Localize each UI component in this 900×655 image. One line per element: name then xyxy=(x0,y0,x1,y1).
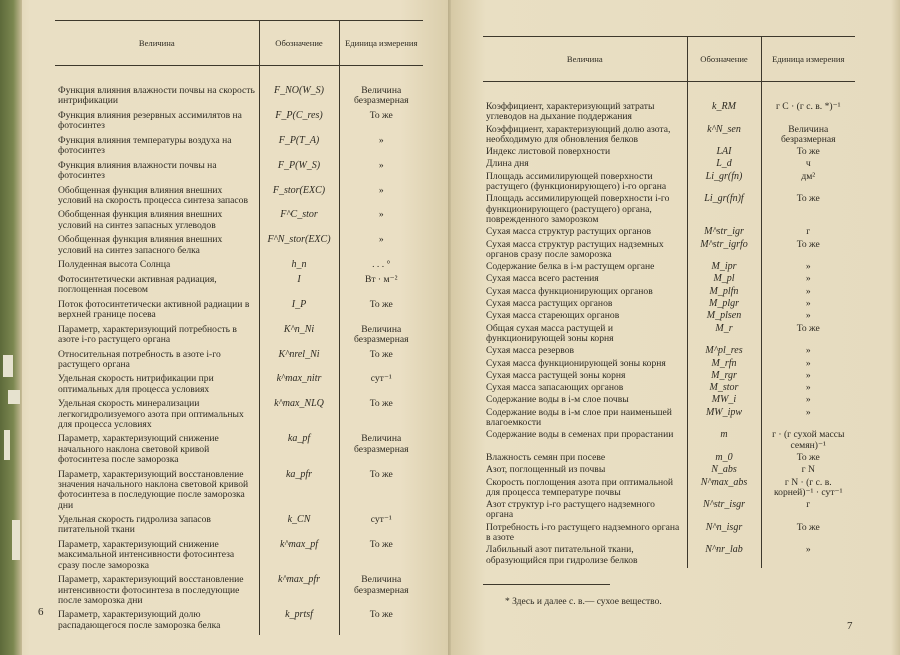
footnote: * Здесь и далее с. в.— сухое вещество. xyxy=(505,597,662,607)
quantity-cell: Функция влияния температуры воздуха на фотосинтез xyxy=(58,134,232,157)
unit-cell: То же xyxy=(339,350,423,375)
unit-cell: То же xyxy=(761,523,855,546)
unit-cell: сут⁻¹ xyxy=(339,515,423,540)
symbol-cell: m_0 xyxy=(687,453,761,465)
quantity-cell: Потребность i-го растущего надземного органа в азоте xyxy=(486,521,680,543)
symbol-cell: h_n xyxy=(259,260,339,275)
table-row xyxy=(55,66,423,111)
quantity-cell: Содержание воды в i-м слое при наименьшей влагоемкости xyxy=(486,406,672,429)
quantity-cell: Содержание белка в i-м растущем органе xyxy=(486,261,655,273)
symbol-cell: K^n_Ni xyxy=(259,325,339,350)
table-row xyxy=(55,260,423,275)
symbol-cell: k_prtsf xyxy=(259,610,339,635)
table-row xyxy=(483,194,855,227)
table-row xyxy=(55,470,423,515)
symbol-cell: M_plsen xyxy=(687,311,761,323)
unit-cell: » xyxy=(761,371,855,383)
page-number-left: 6 xyxy=(38,606,44,618)
symbol-cell: I xyxy=(259,275,339,300)
quantity-cell: Параметр, характеризующий снижение начального наклона световой кривой фотосинтеза после заморозка xyxy=(58,433,219,466)
quantity-cell: Сухая масса растущей зоны корня xyxy=(486,369,626,381)
quantity-cell: Сухая масса структур растущих органов xyxy=(486,226,652,238)
quantity-cell: Скорость поглощения азота при оптимальной для процесса температуре почвы xyxy=(486,476,674,498)
symbol-cell: M_stor xyxy=(687,383,761,395)
table-row xyxy=(55,540,423,575)
unit-cell: » xyxy=(761,262,855,274)
unit-cell: г С · (г с. в. *)⁻¹ xyxy=(761,82,855,125)
symbol-cell: N^str_isgr xyxy=(687,500,761,523)
unit-cell: То же xyxy=(339,399,423,434)
unit-cell: » xyxy=(761,274,855,286)
cover-edge xyxy=(0,0,22,655)
unit-cell: г xyxy=(761,500,855,523)
unit-cell: дм² xyxy=(761,172,855,195)
unit-cell: ч xyxy=(761,159,855,171)
symbol-cell: N_abs xyxy=(687,465,761,477)
unit-cell: Величина безразмерная xyxy=(339,66,423,111)
symbol-cell: M_rgr xyxy=(687,371,761,383)
symbol-cell: M^str_igr xyxy=(687,227,761,239)
symbol-cell: k^max_pfr xyxy=(259,575,339,610)
symbol-cell: L_d xyxy=(687,159,761,171)
unit-cell: » xyxy=(761,395,855,407)
unit-cell: То же xyxy=(339,300,423,325)
table-row xyxy=(483,82,855,125)
quantity-cell: Параметр, характеризующий снижение максимальной интенсивности фотосинтеза сразу после заморозка xyxy=(58,539,235,571)
table-row xyxy=(483,324,855,347)
right-table xyxy=(483,36,855,568)
table-row xyxy=(55,515,423,540)
quantity-cell: Содержание воды в семенах при прорастании xyxy=(486,429,674,441)
unit-cell: Величина безразмерная xyxy=(339,434,423,469)
quantity-cell: Длина дня xyxy=(486,158,529,170)
quantity-cell: Сухая масса всего растения xyxy=(486,273,599,285)
symbol-cell: ka_pf xyxy=(259,434,339,469)
quantity-cell: Влажность семян при посеве xyxy=(486,451,606,463)
quantity-cell: Параметр, характеризующий потребность в азоте i-го растущего органа xyxy=(58,323,237,345)
unit-cell: » xyxy=(761,287,855,299)
symbol-cell: N^n_isgr xyxy=(687,523,761,546)
symbol-cell: F_P(W_S) xyxy=(259,161,339,186)
unit-cell: » xyxy=(761,299,855,311)
quantity-cell: Удельная скорость гидролиза запасов питательной ткани xyxy=(58,514,211,536)
symbol-cell: k^max_nitr xyxy=(259,374,339,399)
quantity-cell: Общая сухая масса растущей и функционирующей зоны корня xyxy=(486,322,614,344)
symbol-cell: Li_gr(fn) xyxy=(687,172,761,195)
symbol-cell: m xyxy=(687,430,761,453)
table-row xyxy=(55,136,423,161)
table-row xyxy=(483,545,855,568)
table-row xyxy=(55,111,423,136)
unit-cell: г N · (г с. в. корней)⁻¹ · сут⁻¹ xyxy=(761,478,855,501)
table-row xyxy=(55,275,423,300)
symbol-cell: Li_gr(fn)f xyxy=(687,194,761,227)
unit-cell: » xyxy=(761,311,855,323)
quantity-cell: Параметр, характеризующий долю распадающегося после заморозка белка xyxy=(58,609,221,631)
quantity-cell: Сухая масса функционирующей зоны корня xyxy=(486,357,666,369)
symbol-cell: MW_i xyxy=(687,395,761,407)
symbol-cell: F_P(C_res) xyxy=(259,111,339,136)
quantity-cell: Индекс листовой поверхности xyxy=(486,146,611,158)
table-row xyxy=(55,374,423,399)
symbol-cell: F_stor(EXC) xyxy=(259,186,339,211)
table-row xyxy=(483,274,855,286)
table-row xyxy=(483,523,855,546)
unit-cell: » xyxy=(339,235,423,260)
quantity-cell: Азот, поглощенный из почвы xyxy=(486,464,606,476)
quantity-cell: Сухая масса растущих органов xyxy=(486,298,613,310)
unit-cell: Вт · м⁻² xyxy=(339,275,423,300)
quantity-cell: Обобщенная функция влияния внешних условий на синтез запасных углеводов xyxy=(58,209,223,231)
quantity-cell: Содержание воды в i-м слое почвы xyxy=(486,394,629,406)
symbol-cell: ka_pfr xyxy=(259,470,339,515)
table-row xyxy=(55,434,423,469)
symbol-cell: LAI xyxy=(687,147,761,159)
table-row xyxy=(55,610,423,635)
header-quantity: Величина xyxy=(483,37,687,82)
header-unit: Единица измерения xyxy=(761,37,855,82)
table-row xyxy=(483,172,855,195)
unit-cell: То же xyxy=(339,470,423,515)
unit-cell: » xyxy=(761,545,855,568)
quantity-cell: Сухая масса запасающих органов xyxy=(486,382,624,394)
quantity-cell: Обобщенная функция влияния внешних условий на скорость процесса синтеза запасов xyxy=(58,184,249,206)
footnote-rule xyxy=(483,584,610,585)
unit-cell: » xyxy=(339,186,423,211)
quantity-cell: Функция влияния влажности почвы на скорость интрификации xyxy=(58,85,255,107)
table-row xyxy=(55,210,423,235)
symbol-cell: k^max_pf xyxy=(259,540,339,575)
unit-cell: Величина безразмерная xyxy=(339,325,423,350)
unit-cell: То же xyxy=(761,240,855,263)
quantity-cell: Азот структур i-го растущего надземного органа xyxy=(486,499,655,521)
table-row xyxy=(55,300,423,325)
unit-cell: » xyxy=(339,136,423,161)
unit-cell: То же xyxy=(761,194,855,227)
symbol-cell: M_pl xyxy=(687,274,761,286)
quantity-cell: Сухая масса структур растущих надземных органов сразу после заморозка xyxy=(486,238,664,260)
quantity-cell: Сухая масса стареющих органов xyxy=(486,310,620,322)
quantity-cell: Площадь ассимилирующей поверхности растущего (функционирующего) i-го органа xyxy=(486,170,667,193)
table-row xyxy=(55,399,423,434)
header-unit: Единица измерения xyxy=(339,21,423,66)
unit-cell: То же xyxy=(761,147,855,159)
unit-cell: . . . ° xyxy=(339,260,423,275)
table-row xyxy=(483,125,855,148)
symbol-cell: K^nrel_Ni xyxy=(259,350,339,375)
symbol-cell: MW_ipw xyxy=(687,408,761,431)
unit-cell: Величина безразмерная xyxy=(339,575,423,610)
unit-cell: г N xyxy=(761,465,855,477)
unit-cell: » xyxy=(761,408,855,431)
quantity-cell: Удельная скорость минерализации легкогидролизуемого азота при оптимальных для процесса условиях xyxy=(58,398,244,430)
table-row xyxy=(483,408,855,431)
symbol-cell: k^N_sen xyxy=(687,125,761,148)
unit-cell: То же xyxy=(761,453,855,465)
quantity-cell: Параметр, характеризующий восстановление интенсивности фотосинтеза в последующие после заморозка дни xyxy=(58,574,244,606)
symbol-cell: F^N_stor(EXC) xyxy=(259,235,339,260)
symbol-cell: M_rfn xyxy=(687,359,761,371)
symbol-cell: k_RM xyxy=(687,82,761,125)
unit-cell: г xyxy=(761,227,855,239)
unit-cell: г · (г сухой массы семян)⁻¹ xyxy=(761,430,855,453)
unit-cell: То же xyxy=(339,610,423,635)
table-row xyxy=(55,325,423,350)
table-row xyxy=(483,478,855,501)
symbol-cell: N^max_abs xyxy=(687,478,761,501)
unit-cell: То же xyxy=(339,540,423,575)
symbol-cell: M^str_igrfo xyxy=(687,240,761,263)
table-row xyxy=(483,346,855,358)
quantity-cell: Обобщенная функция влияния внешних условий на синтез запасного белка xyxy=(58,234,223,256)
symbol-cell: M_plgr xyxy=(687,299,761,311)
quantity-cell: Фотосинтетически активная радиация, поглощенная посевом xyxy=(58,273,217,296)
quantity-cell: Относительная потребность в азоте i-го растущего органа xyxy=(58,348,221,370)
unit-cell: То же xyxy=(761,324,855,347)
symbol-cell: M_plfn xyxy=(687,287,761,299)
unit-cell: То же xyxy=(339,111,423,136)
symbol-cell: M^pl_res xyxy=(687,346,761,358)
symbol-cell: F^C_stor xyxy=(259,210,339,235)
quantity-cell: Коэффициент, характеризующий долю азота, необходимую для обновления белков xyxy=(486,123,671,145)
unit-cell: » xyxy=(761,359,855,371)
table-row xyxy=(483,359,855,371)
symbol-cell: I_P xyxy=(259,300,339,325)
table-row xyxy=(483,465,855,477)
symbol-cell: F_P(T_A) xyxy=(259,136,339,161)
unit-cell: » xyxy=(761,383,855,395)
table-row xyxy=(483,147,855,159)
quantity-cell: Удельная скорость нитрификации при оптимальных для процесса условиях xyxy=(58,373,214,395)
quantity-cell: Параметр, характеризующий восстановление значения начального наклона световой кривой фотосинтеза в последующие после заморозка дни xyxy=(58,468,249,511)
table-row xyxy=(55,235,423,260)
quantity-cell: Поток фотосинтетически активной радиации в верхней границе посева xyxy=(58,298,250,321)
table-row xyxy=(483,500,855,523)
symbol-cell: k_CN xyxy=(259,515,339,540)
quantity-cell: Полуденная высота Солнца xyxy=(58,259,171,271)
header-symbol: Обозначение xyxy=(687,37,761,82)
table-row xyxy=(483,227,855,239)
table-row xyxy=(55,575,423,610)
table-row xyxy=(55,186,423,211)
symbol-cell: k^max_NLQ xyxy=(259,399,339,434)
symbol-cell: M_r xyxy=(687,324,761,347)
symbol-cell: M_ipr xyxy=(687,262,761,274)
table-row xyxy=(55,350,423,375)
header-quantity: Величина xyxy=(55,21,259,66)
table-row xyxy=(55,161,423,186)
unit-cell: » xyxy=(339,210,423,235)
symbol-cell: F_NO(W_S) xyxy=(259,66,339,111)
table-row xyxy=(483,311,855,323)
quantity-cell: Сухая масса резервов xyxy=(486,345,575,357)
quantity-cell: Площадь ассимилирующей поверхности i-го функционирующего (растущего) органа, поврежденного заморозком xyxy=(486,193,670,225)
table-row xyxy=(483,240,855,263)
quantity-cell: Сухая масса функционирующих органов xyxy=(486,285,653,297)
table-row xyxy=(483,395,855,407)
header-symbol: Обозначение xyxy=(259,21,339,66)
quantity-cell: Лабильный азот питательной ткани, образующийся при гидролизе белков xyxy=(486,544,638,566)
left-table xyxy=(55,20,423,635)
quantity-cell: Функция влияния резервных ассимилятов на фотосинтез xyxy=(58,109,242,132)
unit-cell: » xyxy=(761,346,855,358)
page-number-right: 7 xyxy=(847,620,853,632)
symbol-cell: N^nr_lab xyxy=(687,545,761,568)
unit-cell: Величина безразмерная xyxy=(761,125,855,148)
table-row xyxy=(483,159,855,171)
unit-cell: сут⁻¹ xyxy=(339,374,423,399)
quantity-cell: Коэффициент, характеризующий затраты углеводов на дыхание поддержания xyxy=(486,101,655,123)
quantity-cell: Функция влияния влажности почвы на фотосинтез xyxy=(58,159,217,181)
unit-cell: » xyxy=(339,161,423,186)
table-row xyxy=(483,430,855,453)
